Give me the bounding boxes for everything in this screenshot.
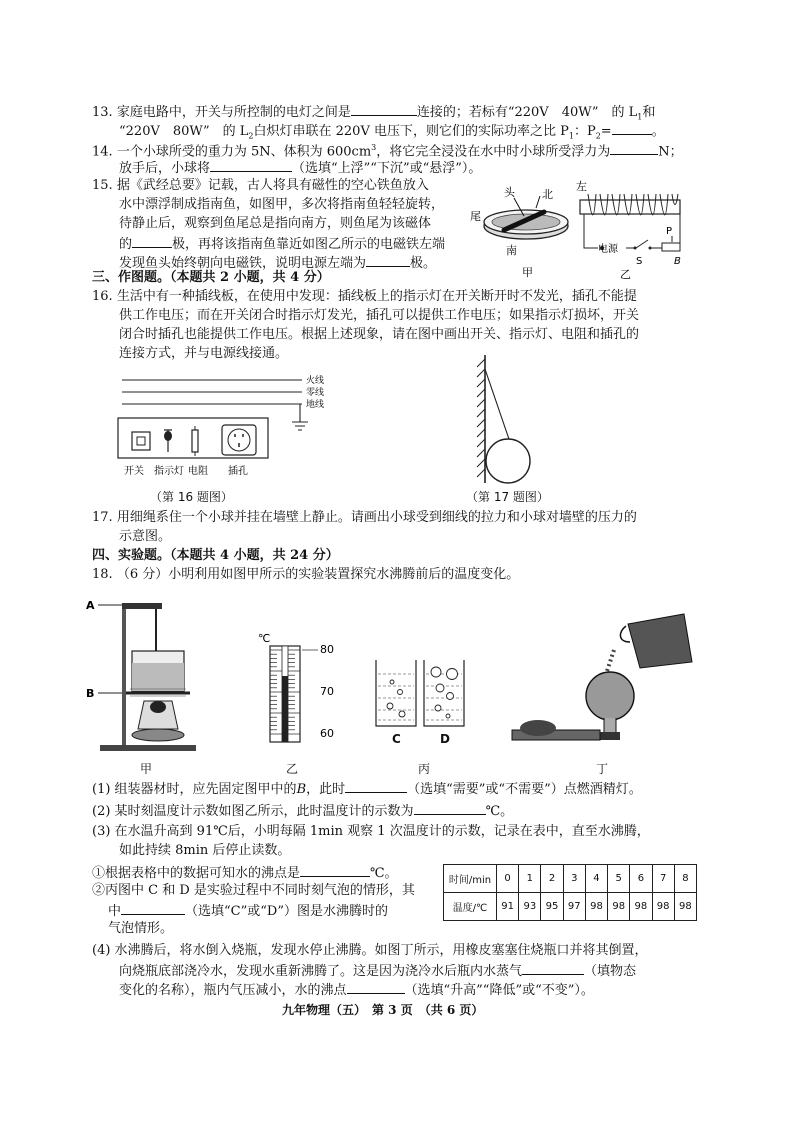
power-label: 电源 <box>598 244 618 255</box>
table-cell: 2 <box>541 865 563 893</box>
hanging-ball-figure <box>477 355 547 485</box>
tick-70: 70 <box>320 685 334 698</box>
label-b: B <box>86 687 95 700</box>
q16-line3: 闭合时插孔也能提供工作电压。根据上述现象，请在图中画出开关、指示灯、电阻和插孔的 <box>119 327 640 342</box>
q16-line4: 连接方式，并与电源线接通。 <box>119 346 289 361</box>
caption-jia: 甲 <box>140 762 153 776</box>
component-indicator-label: 指示灯 <box>154 466 184 477</box>
power-strip-figure <box>116 370 346 480</box>
question-number: 13. <box>92 105 113 120</box>
answer-blank[interactable] <box>610 140 658 155</box>
north-label: 北 <box>542 188 553 201</box>
table-header-time: 时间/min <box>444 865 497 893</box>
figure-caption-yi: 乙 <box>620 268 631 281</box>
table-cell: 91 <box>497 893 519 921</box>
answer-blank[interactable] <box>132 233 172 248</box>
answer-blank[interactable] <box>366 252 410 267</box>
table-cell: 4 <box>585 865 607 893</box>
section-4-heading: 四、实验题。（本题共 4 小题，共 24 分） <box>92 548 339 563</box>
q15-line2: 水中漂浮制成指南鱼，如图甲，多次将指南鱼轻轻旋转， <box>119 197 445 212</box>
fish-tail-label: 尾 <box>470 210 481 223</box>
q18-part3-2-line2: 中 （选填“C”或“D”）图是水沸腾时的 <box>108 900 388 922</box>
tick-80: 80 <box>320 643 334 656</box>
figure-caption-jia: 甲 <box>522 266 533 279</box>
q18-part3-line2: 如此持续 8min 后停止读数。 <box>119 843 291 858</box>
q13-line2: “220V 80W” 的 $L_2$白炽灯串联在 220V 电压下，则它们的实际功率之比 $P_1$：$P_2=$ 。 <box>119 120 665 147</box>
table-cell: 95 <box>541 893 563 921</box>
table-cell: 6 <box>630 865 652 893</box>
wire-earth-label: 地线 <box>306 400 325 410</box>
q17-line1: 17. 用细绳系住一个小球并挂在墙壁上静止。请画出小球受到细线的拉力和小球对墙壁的压力的 <box>92 510 637 525</box>
question-number: 17. <box>92 510 113 525</box>
south-label: 南 <box>506 244 517 257</box>
caption-yi: 乙 <box>286 762 299 776</box>
answer-blank[interactable] <box>351 101 417 116</box>
table-cell: 1 <box>519 865 541 893</box>
switch-label: S <box>636 256 643 267</box>
slider-p-label: P <box>666 226 673 237</box>
electromagnet-figure <box>574 178 689 281</box>
answer-blank[interactable] <box>347 979 405 994</box>
label-a: A <box>86 599 95 612</box>
q16-line2: 供工作电压；而在开关闭合时指示灯发光，插孔可以提供工作电压；如果指示灯损坏，开关 <box>119 308 640 323</box>
wire-neutral-label: 零线 <box>306 388 325 398</box>
b-label: B <box>674 256 681 267</box>
section-3-heading: 三、作图题。（本题共 2 小题，共 4 分） <box>92 270 330 285</box>
q13-line1: 13. 家庭电路中，开关与所控制的电灯之间是 连接的；若标有“220V 40W” 的 $L_1$和 <box>92 101 655 128</box>
table-header-temp: 温度/℃ <box>444 893 497 921</box>
table-cell: 7 <box>652 865 674 893</box>
q18-part3-2-line3: 气泡情形。 <box>108 921 174 936</box>
thermometer-unit: ℃ <box>258 632 271 645</box>
table-cell: 98 <box>652 893 674 921</box>
bubbles-figure-bing <box>372 656 472 736</box>
table-cell: 98 <box>585 893 607 921</box>
q14-line1: 14. 一个小球所受的重力为 5N、体积为 $600cm^3$，将它完全浸没在水中时小球所受浮力为 N； <box>92 138 683 162</box>
answer-blank[interactable] <box>210 157 292 172</box>
q18-part3-line1: (3) 在水温升高到 91℃后，小明每隔 1min 观察 1 次温度计的示数，记录在表中，直至水沸腾， <box>92 824 650 839</box>
table-cell: 98 <box>608 893 630 921</box>
answer-blank[interactable] <box>345 778 407 793</box>
thermometer-figure-yi <box>258 632 348 742</box>
answer-blank[interactable] <box>414 800 486 815</box>
apparatus-figure-jia <box>86 597 206 752</box>
component-socket-label: 插孔 <box>228 466 248 477</box>
q14-line2: 放手后，小球将 （选填“上浮”“下沉”或“悬浮”）。 <box>119 157 481 179</box>
q18-part4-line3: 变化的名称），瓶内气压减小，水的沸点 （选填“升高”“降低”或“不变”）。 <box>119 979 594 1001</box>
q18-part3-1: ①根据表格中的数据可知水的沸点是 ℃。 <box>92 862 398 884</box>
q15-line3: 待静止后，观察到鱼尾总是指向南方，则鱼尾为该磁体 <box>119 216 432 231</box>
answer-blank[interactable] <box>300 862 370 877</box>
question-number: 18. <box>92 567 113 582</box>
label-d: D <box>440 732 450 746</box>
table-row <box>444 893 697 921</box>
q18-part4-line2: 向烧瓶底部浇冷水，发现水重新沸腾了。这是因为浇冷水后瓶内水蒸气 （填物态 <box>119 960 636 982</box>
caption-ding: 丁 <box>596 762 609 776</box>
q18-part1: (1) 组装器材时，应先固定图甲中的B，此时 （选填“需要”或“不需要”）点燃酒精灯。 <box>92 778 642 800</box>
page-footer: 九年物理（五） 第 3 页 （共 6 页） <box>282 1003 484 1017</box>
q15-line1: 15. 据《武经总要》记载，古人将具有磁性的空心铁鱼放入 <box>92 178 429 193</box>
component-resistor-label: 电阻 <box>188 466 208 477</box>
component-switch-label: 开关 <box>124 466 144 477</box>
q15-line4: 的 极，再将该指南鱼靠近如图乙所示的电磁铁左端 <box>119 233 445 255</box>
table-cell: 98 <box>630 893 652 921</box>
left-label: 左 <box>576 180 587 193</box>
caption-bing: 丙 <box>418 762 431 776</box>
question-number: 16. <box>92 289 113 304</box>
q17-line2: 示意图。 <box>119 529 172 544</box>
q18-part3-2-line1: ②丙图中 C 和 D 是实验过程中不同时刻气泡的情形，其 <box>92 883 415 898</box>
tick-60: 60 <box>320 727 334 740</box>
flask-figure-ding <box>508 612 708 752</box>
table-cell: 5 <box>608 865 630 893</box>
table-cell: 93 <box>519 893 541 921</box>
q18-part2: (2) 某时刻温度计示数如图乙所示，此时温度计的示数为 ℃。 <box>92 800 513 822</box>
question-number: 15. <box>92 178 113 193</box>
answer-blank[interactable] <box>612 120 652 135</box>
table-cell: 97 <box>563 893 585 921</box>
q18-intro: 18. （6 分）小明利用如图甲所示的实验装置探究水沸腾前后的温度变化。 <box>92 567 520 582</box>
wire-live-label: 火线 <box>306 376 325 386</box>
table-cell: 8 <box>674 865 696 893</box>
answer-blank[interactable] <box>522 960 584 975</box>
q16-figure-caption: （第 16 题图） <box>150 490 233 504</box>
fish-compass-figure <box>470 186 574 279</box>
q15-line5: 发现鱼头始终朝向电磁铁，说明电源左端为 极。 <box>119 252 436 274</box>
table-row <box>444 865 697 893</box>
temperature-table <box>443 864 697 921</box>
question-number: 14. <box>92 144 113 160</box>
table-cell: 98 <box>674 893 696 921</box>
fish-head-label: 头 <box>504 186 515 199</box>
table-cell: 0 <box>497 865 519 893</box>
answer-blank[interactable] <box>121 900 185 915</box>
q16-line1: 16. 生活中有一种插线板，在使用中发现：插线板上的指示灯在开关断开时不发光，插孔不能提 <box>92 289 637 304</box>
label-c: C <box>392 732 401 746</box>
table-cell: 3 <box>563 865 585 893</box>
q17-figure-caption: （第 17 题图） <box>466 490 549 504</box>
q18-part4-line1: (4) 水沸腾后，将水倒入烧瓶，发现水停止沸腾。如图丁所示，用橡皮塞塞住烧瓶口并将其倒置， <box>92 943 648 958</box>
